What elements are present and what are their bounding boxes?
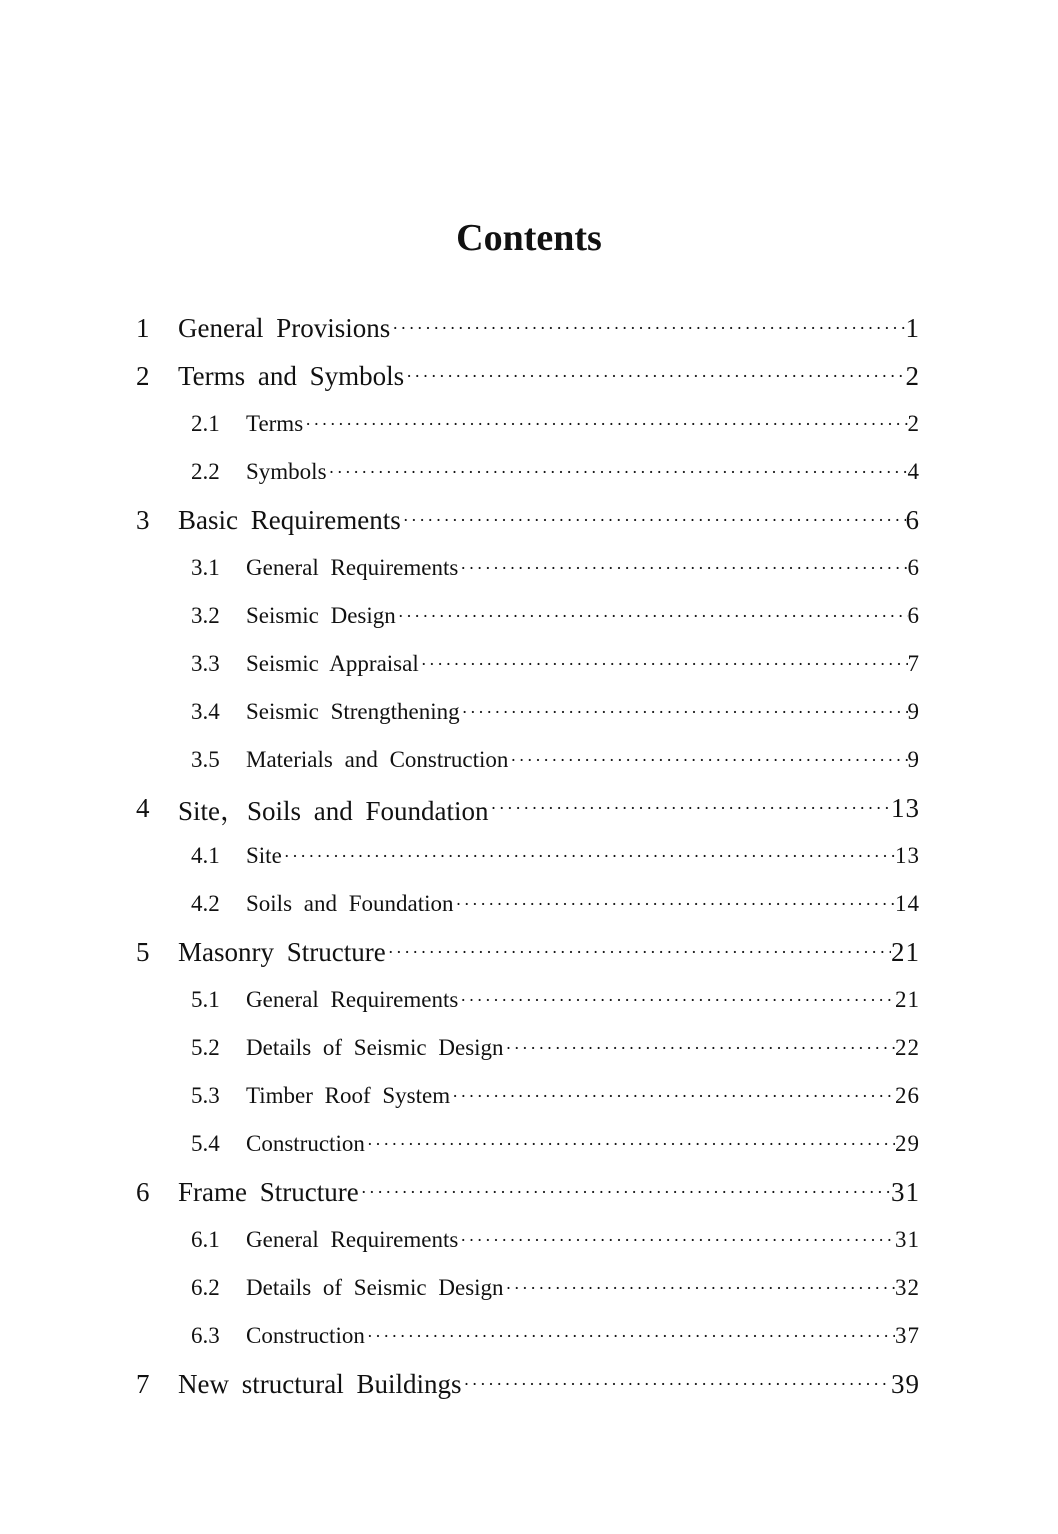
dot-leader [390, 304, 905, 352]
dot-leader [401, 496, 906, 544]
toc-entry-number: 6.1 [191, 1227, 220, 1252]
toc-entry-label: General Requirements [246, 987, 459, 1012]
toc-entry-page: 32 [895, 1275, 920, 1300]
toc-entry-number: 3.5 [191, 747, 220, 772]
dot-leader [460, 688, 908, 736]
toc-entry[interactable] [0, 880, 1058, 928]
toc-entry-number: 6 [136, 1177, 150, 1207]
toc-entry-label: General Requirements [246, 1227, 459, 1252]
toc-entry-label: Construction [246, 1131, 365, 1156]
toc-entry[interactable] [0, 1312, 1058, 1360]
toc-entry-number: 5.4 [191, 1131, 220, 1156]
toc-entry-body [246, 736, 920, 784]
toc-entry-number: 3.4 [191, 699, 220, 724]
dot-leader [303, 400, 907, 448]
toc-entry[interactable] [0, 928, 1058, 976]
toc-entry-body [246, 544, 920, 592]
toc-entry-label: General Provisions [178, 312, 391, 343]
toc-entry-page: 7 [907, 651, 920, 676]
page-title: Contents [456, 217, 602, 259]
toc-entry-body [178, 928, 920, 976]
toc-entry-label: Basic Requirements [178, 504, 401, 535]
toc-entry[interactable] [0, 544, 1058, 592]
toc-entry-number: 5.1 [191, 987, 220, 1012]
toc-entry-page: 37 [895, 1323, 920, 1348]
dot-leader [504, 1024, 895, 1072]
dot-leader [461, 1360, 891, 1408]
toc-entry[interactable] [0, 1216, 1058, 1264]
toc-entry-body [178, 1360, 920, 1408]
toc-entry-label: Details of Seismic Design [246, 1035, 504, 1060]
dot-leader [454, 880, 895, 928]
toc-entry-page: 2 [907, 411, 920, 436]
toc-entry-label: Terms [246, 411, 304, 436]
toc-entry-page: 13 [895, 843, 920, 868]
toc-entry[interactable] [0, 640, 1058, 688]
toc-entry-label: Seismic Design [246, 603, 396, 628]
toc-entry[interactable] [0, 592, 1058, 640]
dot-leader [508, 736, 907, 784]
toc-entry-body [178, 496, 920, 544]
toc-entry-number: 2.2 [191, 459, 220, 484]
toc-entry-number: 1 [136, 313, 150, 343]
toc-entry-label: Terms and Symbols [178, 360, 405, 391]
toc-entry[interactable] [0, 832, 1058, 880]
toc-entry-page: 9 [907, 747, 920, 772]
toc-entry-page: 29 [895, 1131, 920, 1156]
toc-entry[interactable] [0, 1168, 1058, 1216]
dot-leader [282, 832, 895, 880]
toc-entry-label: Frame Structure [178, 1176, 359, 1207]
toc-entry-page: 6 [905, 504, 920, 535]
toc-entry[interactable] [0, 400, 1058, 448]
toc-entry-page: 39 [891, 1368, 920, 1399]
toc-entry-page: 21 [891, 936, 920, 967]
dot-leader [359, 1168, 891, 1216]
dot-leader [458, 1216, 895, 1264]
toc-entry-page: 6 [907, 603, 920, 628]
toc-entry-page: 6 [907, 555, 920, 580]
toc-entry-page: 13 [891, 792, 920, 823]
dot-leader [365, 1120, 895, 1168]
toc-entry-number: 2 [136, 361, 150, 391]
toc-entry-number: 6.3 [191, 1323, 220, 1348]
toc-entry-body [246, 832, 920, 880]
toc-entry-label: Soils and Foundation [246, 891, 454, 916]
toc-entry-body [246, 976, 920, 1024]
toc-entry-number: 3.3 [191, 651, 220, 676]
toc-entry-body [246, 448, 920, 496]
toc-entry-label: General Requirements [246, 555, 459, 580]
toc-entry-label: Materials and Construction [246, 747, 509, 772]
toc-entry-page: 2 [905, 360, 920, 391]
toc-entry-label: Seismic Strengthening [246, 699, 460, 724]
dot-leader [458, 544, 907, 592]
toc-entry-body [246, 640, 920, 688]
toc-entry-number: 4 [136, 793, 150, 823]
toc-entry-body [246, 1072, 920, 1120]
dot-leader [386, 928, 891, 976]
toc-entry-page: 31 [895, 1227, 920, 1252]
dot-leader [450, 1072, 895, 1120]
toc-entry-number: 2.1 [191, 411, 220, 436]
toc-entry[interactable] [0, 736, 1058, 784]
toc-entry-page: 4 [907, 459, 920, 484]
toc-entry[interactable] [0, 496, 1058, 544]
toc-entry-body [246, 880, 920, 928]
dot-leader [404, 352, 905, 400]
toc-entry-label: Details of Seismic Design [246, 1275, 504, 1300]
toc-entry-body [178, 1168, 920, 1216]
toc-entry[interactable] [0, 1072, 1058, 1120]
toc-entry-body [246, 1264, 920, 1312]
toc-entry-page: 22 [895, 1035, 920, 1060]
toc-entry-label: Seismic Appraisal [246, 651, 419, 676]
toc-entry-body [246, 1120, 920, 1168]
toc-entry-label: Timber Roof System [246, 1083, 451, 1108]
toc-entry-label: Site [246, 843, 282, 868]
dot-leader [504, 1264, 895, 1312]
toc-entry[interactable] [0, 1264, 1058, 1312]
toc-entry-number: 6.2 [191, 1275, 220, 1300]
toc-entry-page: 26 [895, 1083, 920, 1108]
dot-leader [458, 976, 895, 1024]
toc-entry-number: 4.2 [191, 891, 220, 916]
toc-entry-number: 3.1 [191, 555, 220, 580]
dot-leader [489, 784, 891, 832]
toc-entry-page: 9 [907, 699, 920, 724]
toc-entry-body [246, 592, 920, 640]
toc-entry-body [178, 352, 920, 400]
toc-entry[interactable] [0, 976, 1058, 1024]
toc-entry-body [246, 688, 920, 736]
dot-leader [365, 1312, 895, 1360]
toc-entry-body [246, 1216, 920, 1264]
toc-entry[interactable] [0, 1024, 1058, 1072]
toc-entry-label: Masonry Structure [178, 936, 386, 967]
toc-entry-body [178, 784, 920, 832]
toc-entry-page: 21 [895, 987, 920, 1012]
toc-entry-body [178, 304, 920, 352]
toc-entry-label: Construction [246, 1323, 365, 1348]
toc-entry-number: 3.2 [191, 603, 220, 628]
toc-entry-body [246, 1024, 920, 1072]
toc-entry[interactable] [0, 1120, 1058, 1168]
toc-entry-label: Symbols [246, 459, 327, 484]
table-of-contents [0, 304, 1058, 1408]
toc-entry-number: 4.1 [191, 843, 220, 868]
dot-leader [396, 592, 908, 640]
toc-entry-number: 5.2 [191, 1035, 220, 1060]
toc-entry-page: 31 [891, 1176, 920, 1207]
dot-leader [327, 448, 908, 496]
toc-entry-number: 3 [136, 505, 150, 535]
toc-entry-page: 1 [905, 312, 920, 343]
toc-entry[interactable] [0, 1360, 1058, 1408]
toc-entry[interactable] [0, 352, 1058, 400]
toc-entry-number: 7 [136, 1369, 150, 1399]
toc-entry-number: 5.3 [191, 1083, 220, 1108]
toc-entry[interactable] [0, 784, 1058, 832]
toc-entry-body [246, 400, 920, 448]
toc-entry-number: 5 [136, 937, 150, 967]
toc-entry-label: New structural Buildings [178, 1368, 462, 1399]
toc-entry-label: Site，Soils and Foundation [178, 795, 489, 826]
toc-entry[interactable] [0, 688, 1058, 736]
toc-entry[interactable] [0, 304, 1058, 352]
toc-entry[interactable] [0, 448, 1058, 496]
dot-leader [419, 640, 908, 688]
toc-entry-body [246, 1312, 920, 1360]
toc-entry-page: 14 [895, 891, 920, 916]
